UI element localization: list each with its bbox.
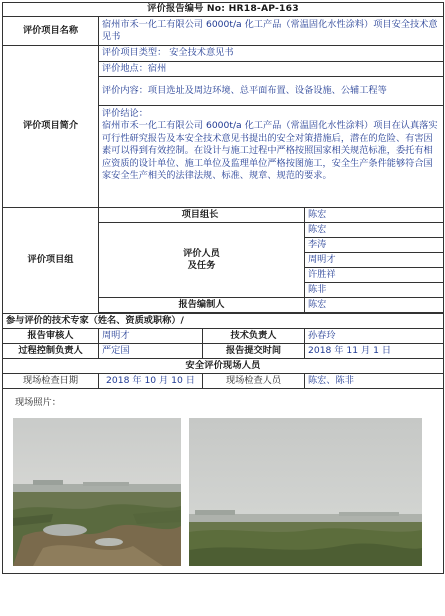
report-number: 评价报告编号 No: HR18-AP-163	[3, 3, 444, 17]
member-item: 许胜祥	[305, 268, 444, 283]
leader-label: 项目组长	[99, 208, 305, 223]
project-location: 评价地点：宿州	[99, 62, 444, 77]
site-date: 2018 年 10 月 10 日	[99, 374, 203, 389]
member-item: 周明才	[305, 253, 444, 268]
project-type: 评价项目类型： 安全技术意见书	[99, 46, 444, 62]
member-item: 李涛	[305, 238, 444, 253]
conclusion-title: 评价结论：	[102, 108, 148, 119]
photos-cell	[3, 389, 444, 574]
site-staff-label: 现场检查人员	[203, 374, 305, 389]
project-content: 评价内容：项目选址及周边环境、总平面布置、设备设施、公辅工程等	[99, 77, 444, 106]
project-conclusion	[99, 106, 444, 208]
process-name: 严定国	[99, 344, 203, 359]
process-label: 过程控制负责人	[3, 344, 99, 359]
submit-label: 报告提交时间	[203, 344, 305, 359]
site-photo	[189, 418, 422, 566]
editor-label: 报告编制人	[99, 298, 305, 313]
tech-lead-name: 孙春玲	[305, 329, 444, 344]
site-photo-graphic	[189, 418, 422, 566]
reviewer-label: 报告审核人	[3, 329, 99, 344]
project-name-value: 宿州市禾一化工有限公司 6000t/a 化工产品（常温固化水性涂料）项目安全技术意见书	[99, 17, 444, 46]
member-item: 陈非	[305, 283, 444, 298]
photos-label: 现场照片：	[15, 397, 61, 409]
submit-date: 2018 年 11 月 1 日	[305, 344, 444, 359]
photos-row	[9, 418, 437, 566]
group-label: 评价项目组	[3, 208, 99, 314]
site-photo	[13, 418, 181, 566]
members-label: 评价人员 及任务	[99, 223, 305, 298]
report-sheet	[2, 2, 443, 612]
conclusion-body: 宿州市禾一化工有限公司 6000t/a 化工产品（常温固化水性涂料）项目在认真落实可行性研究报告及本安全技术意见书提出的安全对策措施后，潜在的危险、有害因素可以得到有效控制。在设计与施工过程中严格按照国家相关规范标准，委托有相应资质的设计单位、施工单位及监理单位严格按图施工，安全生产条件能够符合国家安全生产相关的法律法规、标准、规章、规范的要求。	[102, 120, 438, 182]
site-staff: 陈宏、陈非	[305, 374, 444, 389]
report-table	[2, 2, 444, 574]
experts-line: 参与评价的技术专家（姓名、资质或职称）/	[3, 314, 444, 329]
reviewer-name: 周明才	[99, 329, 203, 344]
leader-name: 陈宏	[305, 208, 444, 223]
site-date-label: 现场检查日期	[3, 374, 99, 389]
site-photo-graphic	[13, 418, 181, 566]
member-item: 陈宏	[305, 223, 444, 238]
editor-name: 陈宏	[305, 298, 444, 313]
project-intro-label: 评价项目简介	[3, 46, 99, 208]
tech-lead-label: 技术负责人	[203, 329, 305, 344]
site-staff-header: 安全评价现场人员	[3, 359, 444, 374]
project-name-label: 评价项目名称	[3, 17, 99, 46]
